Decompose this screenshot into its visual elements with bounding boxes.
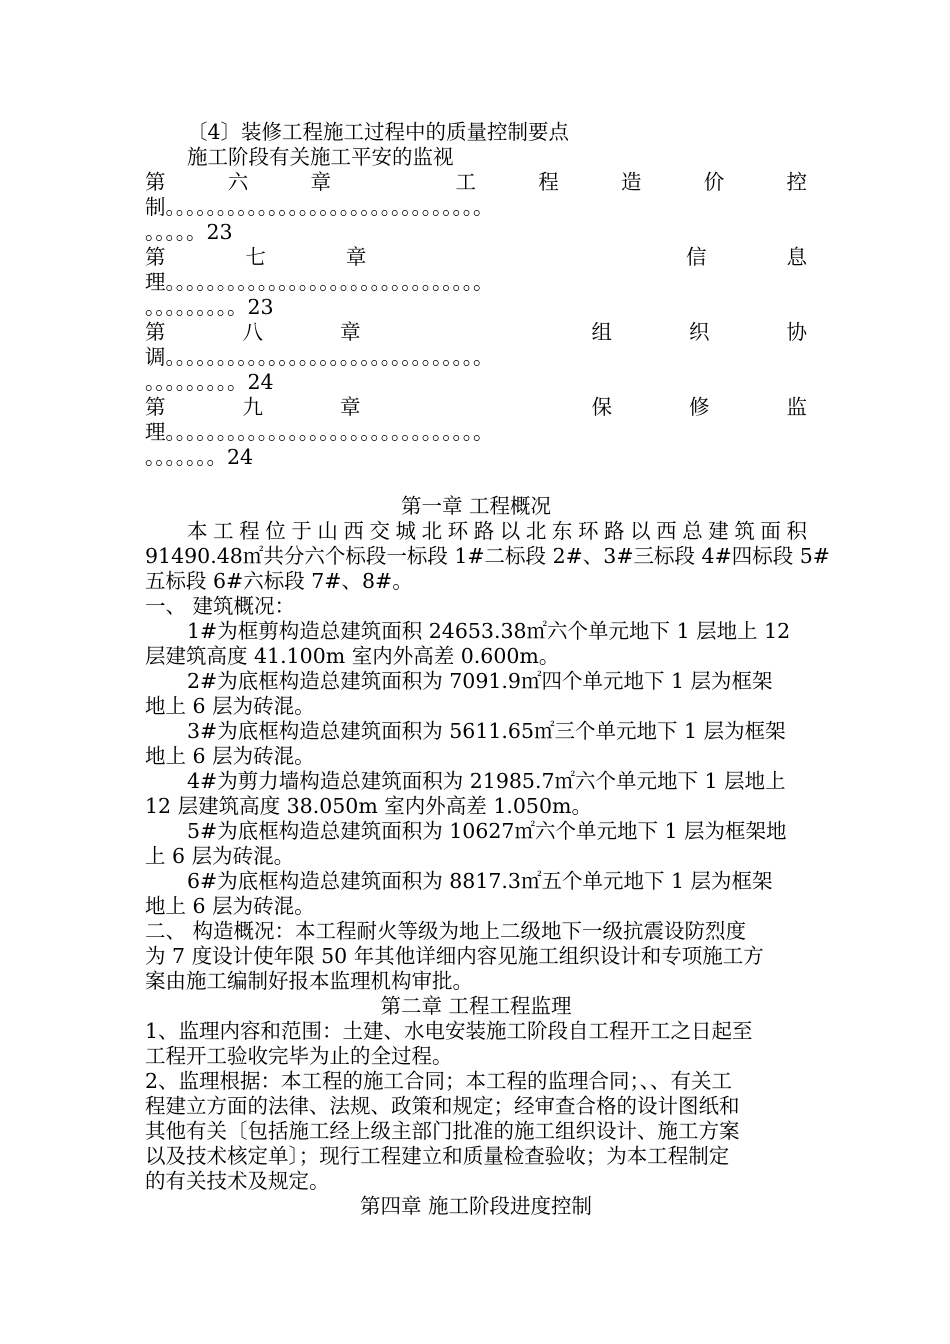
supervision-scope-line: 工程开工验收完毕为止的全过程。 xyxy=(145,1044,453,1068)
toc-char: 制 xyxy=(145,195,166,219)
toc-char: 第 xyxy=(145,245,166,269)
building-2-line: 地上 6 层为砖混。 xyxy=(145,694,315,718)
toc-char: 工 xyxy=(455,170,476,194)
toc-char: 控 xyxy=(786,170,807,194)
supervision-scope-line: 1、监理内容和范围：土建、水电安装施工阶段自工程开工之日起至 xyxy=(145,1019,753,1043)
supervision-basis-line: 程建立方面的法律、法规、政策和规定；经审查合格的设计图纸和 xyxy=(145,1094,740,1118)
toc-entry-heading xyxy=(145,170,807,195)
toc-char: 理 xyxy=(145,270,166,294)
toc-line-construction-safety: 施工阶段有关施工平安的监视 xyxy=(187,145,454,169)
building-6-line: 地上 6 层为砖混。 xyxy=(145,894,315,918)
ch1-intro-line: 91490.48㎡共分六个标段一标段 1#二标段 2#、3#三标段 4#四标段 5# xyxy=(145,544,830,568)
structure-overview-line: 案由施工编制好报本监理机构审批。 xyxy=(145,969,473,993)
toc-char: 理 xyxy=(145,420,166,444)
toc-leader-dots: 。。。。。。。。。 xyxy=(145,370,248,394)
toc-char: 章 xyxy=(345,245,367,269)
toc-char: 监 xyxy=(786,395,807,419)
toc-leader-dots: 。。。。。。。 xyxy=(145,445,227,469)
toc-leader-line xyxy=(145,345,807,370)
toc-leader-line xyxy=(145,295,807,320)
building-2-line: 2#为底框构造总建筑面积为 7091.9㎡四个单元地下 1 层为框架 xyxy=(187,669,773,693)
toc-char: 组 xyxy=(591,320,612,344)
toc-char: 六 xyxy=(227,170,249,194)
toc-entry-heading xyxy=(145,245,807,270)
toc-char: 造 xyxy=(621,170,642,194)
supervision-basis-line: 2、监理根据：本工程的施工合同；本工程的监理合同；、、有关工 xyxy=(145,1069,733,1093)
structure-overview-line: 为 7 度设计使年限 50 年其他详细内容见施工组织设计和专项施工方 xyxy=(145,944,764,968)
toc-leader-line xyxy=(145,445,807,470)
structure-overview-line: 二、 构造概况：本工程耐火等级为地上二级地下一级抗震设防烈度 xyxy=(145,919,747,943)
toc-page-number: 23 xyxy=(247,295,274,319)
toc-entry-chapter-9[interactable] xyxy=(145,395,807,470)
toc-entry-chapter-6[interactable] xyxy=(145,170,807,245)
toc-char: 保 xyxy=(591,395,612,419)
toc-char: 协 xyxy=(786,320,807,344)
chapter-1-title: 第一章 工程概况 xyxy=(400,494,552,518)
toc-leader-dots: 。。。。。 xyxy=(145,220,207,244)
toc-char: 八 xyxy=(242,320,263,344)
toc-leader-dots: 。。。。。。。。。 xyxy=(145,295,248,319)
toc-entry-heading xyxy=(145,395,807,420)
toc-char: 章 xyxy=(340,320,361,344)
toc-char: 章 xyxy=(340,395,361,419)
toc-char: 七 xyxy=(245,245,266,269)
toc-char: 织 xyxy=(689,320,710,344)
toc-char: 程 xyxy=(538,170,559,194)
toc-leader-line xyxy=(145,195,807,220)
toc-char: 九 xyxy=(242,395,263,419)
toc-char: 调 xyxy=(145,345,166,369)
toc-entry-chapter-8[interactable] xyxy=(145,320,807,395)
text-column xyxy=(145,120,830,1219)
toc-leader-line xyxy=(145,220,807,245)
toc-char: 第 xyxy=(145,395,166,419)
supervision-basis-line: 其他有关〔包括施工经上级主部门批准的施工组织设计、施工方案 xyxy=(145,1119,740,1143)
toc-line-decoration-quality: 〔4〕装修工程施工过程中的质量控制要点 xyxy=(187,120,570,144)
building-1-line: 1#为框剪构造总建筑面积 24653.38㎡六个单元地下 1 层地上 12 xyxy=(187,619,791,643)
spacer xyxy=(145,470,807,494)
building-4-line: 12 层建筑高度 38.050m 室内外高差 1.050m。 xyxy=(145,794,592,818)
toc-entry-heading xyxy=(145,320,807,345)
toc-char: 息 xyxy=(786,245,807,269)
ch1-intro-line: 五标段 6#六标段 7#、8#。 xyxy=(145,569,413,593)
toc-leader-dots: 。。。。。。。。。。。。。。。。。。。。。。。。。。。。。。。 xyxy=(165,345,494,369)
supervision-basis-line: 以及技术核定单〕；现行工程建立和质量检查验收；为本工程制定 xyxy=(145,1144,730,1168)
toc-leader-line xyxy=(145,270,807,295)
building-3-line: 地上 6 层为砖混。 xyxy=(145,744,315,768)
toc-char: 修 xyxy=(689,395,710,419)
building-3-line: 3#为底框构造总建筑面积为 5611.65㎡三个单元地下 1 层为框架 xyxy=(187,719,786,743)
section-heading-building-overview: 一、 建筑概况： xyxy=(145,594,296,618)
toc-leader-dots: 。。。。。。。。。。。。。。。。。。。。。。。。。。。。。。。 xyxy=(165,420,494,444)
building-4-line: 4#为剪力墙构造总建筑面积为 21985.7㎡六个单元地下 1 层地上 xyxy=(187,769,786,793)
building-6-line: 6#为底框构造总建筑面积为 8817.3㎡五个单元地下 1 层为框架 xyxy=(187,869,773,893)
chapter-2-title: 第二章 工程工程监理 xyxy=(380,994,572,1018)
toc-page-number: 24 xyxy=(227,445,254,469)
building-5-line: 上 6 层为砖混。 xyxy=(145,844,295,868)
toc-leader-line xyxy=(145,420,807,445)
toc-char: 信 xyxy=(686,245,707,269)
toc-leader-dots: 。。。。。。。。。。。。。。。。。。。。。。。。。。。。。。。 xyxy=(165,270,494,294)
toc-leader-line xyxy=(145,370,807,395)
ch1-intro-line: 本工程位于山西交城北环路以北东环路以西总建筑面积 xyxy=(187,519,807,543)
supervision-basis-line: 的有关技术及规定。 xyxy=(145,1169,330,1193)
building-1-line: 层建筑高度 41.100m 室内外高差 0.600m。 xyxy=(145,644,560,668)
building-5-line: 5#为底框构造总建筑面积为 10627㎡六个单元地下 1 层为框架地 xyxy=(187,819,787,843)
toc-char: 章 xyxy=(310,170,331,194)
toc-char: 价 xyxy=(703,170,725,194)
toc-page-number: 23 xyxy=(206,220,233,244)
toc-entry-chapter-7[interactable] xyxy=(145,245,807,320)
toc-page-number: 24 xyxy=(247,370,274,394)
toc-leader-dots: 。。。。。。。。。。。。。。。。。。。。。。。。。。。。。。。 xyxy=(165,195,494,219)
toc-char: 第 xyxy=(145,170,166,194)
chapter-4-title: 第四章 施工阶段进度控制 xyxy=(359,1194,593,1218)
toc-char: 第 xyxy=(145,320,166,344)
